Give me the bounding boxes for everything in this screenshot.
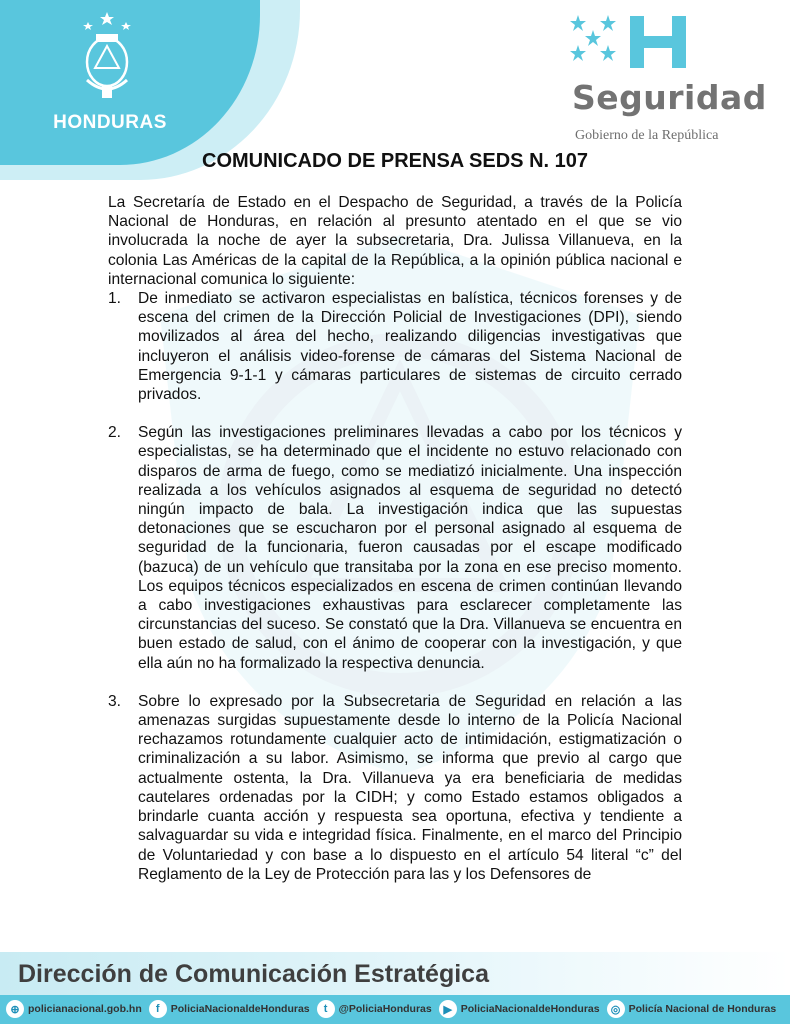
social-website[interactable] (6, 1000, 142, 1018)
document-body (108, 193, 682, 903)
brand-word: Seguridad (572, 78, 767, 117)
list-item (108, 692, 682, 884)
social-label: Policía Nacional de Honduras (628, 1003, 777, 1015)
footer-title: Dirección de Comunicación Estratégica (18, 960, 489, 988)
social-facebook[interactable] (149, 1000, 310, 1018)
list-item-number: 1. (108, 290, 122, 308)
honduras-coat-of-arms-icon (78, 10, 136, 102)
social-label: policianacional.gob.hn (28, 1003, 142, 1015)
stars-icon (570, 15, 616, 61)
globe-icon: ⊕ (6, 1000, 24, 1018)
facebook-icon: f (149, 1000, 167, 1018)
footer-social-links (6, 998, 790, 1020)
list-item (108, 289, 682, 404)
social-youtube[interactable] (439, 1000, 600, 1018)
social-instagram[interactable] (607, 1000, 777, 1018)
document-title: COMUNICADO DE PRENSA SEDS N. 107 (202, 150, 588, 172)
social-label: PoliciaNacionaldeHonduras (170, 1003, 310, 1015)
brand-tagline: Gobierno de la República (575, 128, 719, 143)
social-twitter[interactable] (317, 1000, 432, 1018)
twitter-icon: t (317, 1000, 335, 1018)
numbered-list (108, 289, 682, 884)
instagram-icon: ◎ (607, 1000, 625, 1018)
list-item-number: 3. (108, 692, 122, 710)
social-label: @PoliciaHonduras (338, 1003, 432, 1015)
list-item-text: Sobre lo expresado por la Subsecretaria de Seguridad en relación a las amenazas surgidas supuestamente desde lo interno de la Policía Nacional rechazamos rotundamente cualquier acto de intimidación, estigmatización o criminalización a su labor. Asimismo, se informa que previo al cargo que actualmente ostenta, la Dra. Villanueva ya era beneficiaria de medidas cautelares ordenadas por la CIDH; y como Estado estamos obligados a brindarle cuanta acción y respuesta sea oportuna, efectiva y tendiente a salvaguardar su vida e integridad física. Finalmente, en el marco del Principio de Voluntariedad y con base a lo dispuesto en el artículo 54 literal “c” del Reglamento de la Ley de Protección para las y los Defensores de (138, 692, 682, 883)
list-item-number: 2. (108, 424, 122, 442)
country-label: HONDURAS (53, 112, 167, 133)
list-item-text: De inmediato se activaron especialistas en balística, técnicos forenses y de escena del crimen de la Dirección Policial de Investigaciones (DPI), siendo movilizados al área del hecho, realizando diligencias investigativas que incluyeron el análisis video-forense de cámaras del Sistema Nacional de Emergencia 9-1-1 y cámaras particulares de sistemas de circuito cerrado privados. (138, 290, 682, 404)
youtube-icon: ▶ (439, 1000, 457, 1018)
h-letter-icon (630, 16, 686, 68)
list-item (108, 423, 682, 673)
social-label: PoliciaNacionaldeHonduras (460, 1003, 600, 1015)
list-item-text: Según las investigaciones preliminares llevadas a cabo por los técnicos y especialistas, se ha determinado que el incidente no estuvo relacionado con disparos de arma de fuego, como se mediatizó inicialmente. Una inspección realizada a los vehículos asignados al esquema de seguridad no detectó ningún impacto de bala. La investigación indica que las supuestas detonaciones que se escucharon por el personal asignado al esquema de seguridad de la funcionaria, fueron causadas por el escape modificado (bazuca) de un vehículo que transitaba por la zona en ese preciso momento. Los equipos técnicos especializados en escena de crimen continúan llevando a cabo investigaciones exhaustivas para esclarecer completamente las circunstancias del suceso. Se constató que la Dra. Villanueva se encuentra en buen estado de salud, con el ánimo de cooperar con la investigación, y que ella aún no ha formalizado la respectiva denuncia. (138, 424, 682, 672)
intro-paragraph: La Secretaría de Estado en el Despacho de Seguridad, a través de la Policía Nacional de Honduras, en relación al presunto atentado en el que se vio involucrada la noche de ayer la subsecretaria, Dra. Julissa Villanueva, en la colonia Las Américas de la capital de la República, a la opinión pública nacional e internacional comunica lo siguiente: (108, 194, 682, 288)
